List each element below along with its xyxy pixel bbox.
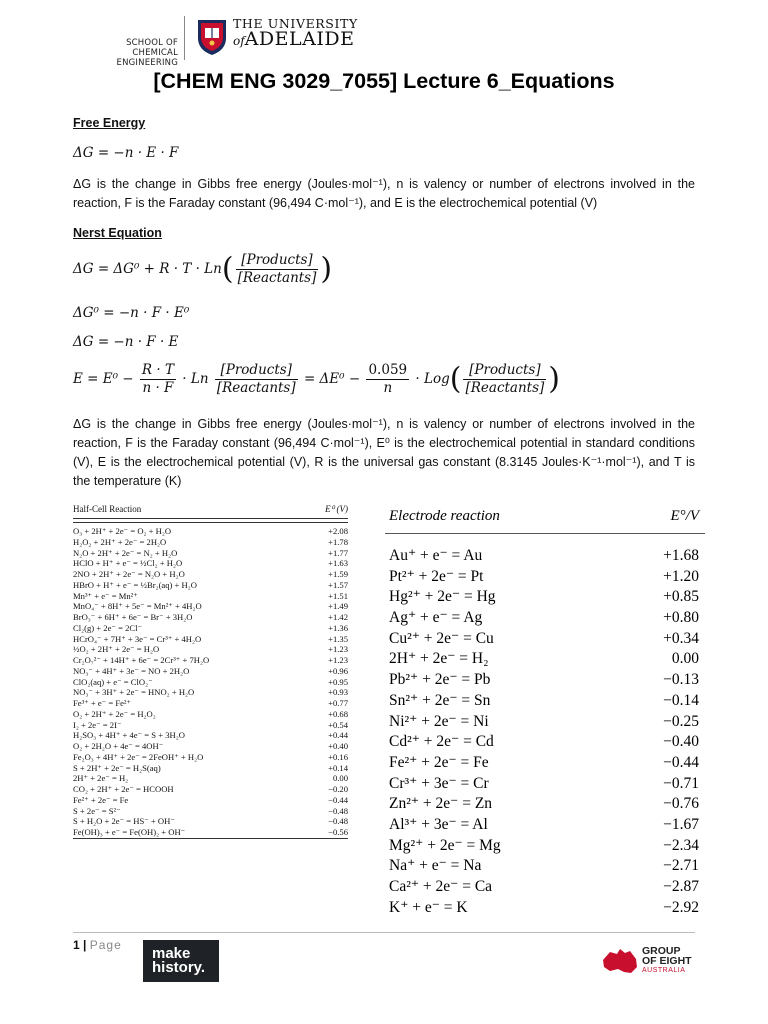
reaction-cell: K⁺ + e⁻ = K [389, 898, 468, 916]
table-row [385, 898, 705, 919]
potential-cell: +1.20 [663, 567, 699, 585]
australia-map-icon [600, 946, 640, 976]
table-row [73, 730, 348, 741]
table-row [73, 752, 348, 763]
table-row [73, 666, 348, 677]
potential-cell: +0.77 [328, 698, 348, 708]
potential-cell: −0.20 [328, 784, 348, 794]
potential-cell: +1.23 [328, 644, 348, 655]
table-row [385, 670, 705, 691]
group-of-eight-logo: GROUP OF EIGHT AUSTRALIA [600, 944, 695, 978]
table-row [385, 794, 705, 815]
potential-cell: −2.71 [663, 857, 699, 875]
make-history-logo: make history. [143, 940, 219, 982]
potential-cell: +1.36 [328, 622, 348, 633]
potential-cell: +1.78 [328, 536, 348, 547]
table-row [73, 623, 348, 634]
potential-cell: +0.16 [328, 751, 348, 762]
potential-cell: −0.48 [328, 816, 348, 827]
table-row [385, 567, 705, 588]
reaction-cell: Cr₂O₇²⁻ + 14H⁺ + 6e⁻ = 2Cr³⁺ + 7H₂O [73, 655, 210, 665]
potential-cell: −1.67 [663, 815, 699, 833]
table-row [73, 677, 348, 688]
reaction-cell: N₂O + 2H⁺ + 2e⁻ = N₂ + H₂O [73, 547, 178, 558]
reaction-cell: Ag⁺ + e⁻ = Ag [389, 609, 483, 627]
potential-cell: +1.35 [328, 633, 348, 644]
potential-cell: −0.44 [328, 794, 348, 805]
table-row [385, 629, 705, 650]
potential-cell: −0.71 [663, 774, 699, 792]
reaction-cell: Cu²⁺ + 2e⁻ = Cu [389, 629, 494, 647]
table-row [73, 784, 348, 795]
reaction-cell: MnO₄⁻ + 8H⁺ + 5e⁻ = Mn²⁺ + 4H₂O [73, 601, 202, 612]
reaction-cell: Ni²⁺ + 2e⁻ = Ni [389, 712, 489, 730]
table-row [385, 815, 705, 836]
potential-cell: +1.68 [663, 547, 699, 564]
potential-cell: +0.54 [328, 719, 348, 730]
reaction-cell: CO₂ + 2H⁺ + 2e⁻ = HCOOH [73, 784, 174, 794]
table-row [385, 691, 705, 712]
table-row [73, 569, 348, 580]
reaction-cell: Au⁺ + e⁻ = Au [389, 547, 483, 564]
potential-cell: 0.00 [332, 773, 348, 784]
potential-cell: −0.48 [328, 805, 348, 816]
reaction-cell: Sn²⁺ + 2e⁻ = Sn [389, 691, 491, 709]
footer-divider [73, 932, 695, 933]
potential-cell: −0.40 [663, 733, 699, 751]
table-row [385, 836, 705, 857]
free-energy-heading: Free Energy [73, 116, 146, 130]
potential-cell: +0.68 [328, 708, 348, 719]
electrode-table [385, 504, 705, 918]
potential-cell: +1.63 [328, 558, 348, 569]
reaction-cell: Al³⁺ + 3e⁻ = Al [389, 815, 488, 833]
table-row [385, 587, 705, 608]
nernst-description: ΔG is the change in Gibbs free energy (Joules·mol⁻¹), n is valency or number of electrons involved in the reaction, F is the Faraday constant (96,494 C·mol⁻¹), E⁰ is the electrochemical potential in standard conditions (V), E is the electrochemical potential (V), R is the universal gas constant (8.3145 Joules·K⁻¹·mol⁻¹), and T is the temperature (K) [73, 417, 695, 488]
table-row [73, 806, 348, 817]
page-number: 1 | Page [73, 938, 122, 952]
reaction-cell: Pt²⁺ + 2e⁻ = Pt [389, 567, 484, 585]
reaction-cell: HClO + H⁺ + e⁻ = ½Cl₂ + H₂O [73, 558, 183, 569]
table-row [73, 612, 348, 623]
potential-cell: −0.14 [663, 691, 699, 709]
table-row [73, 526, 348, 537]
nernst-equation-3: ΔG = −n · F · E [73, 334, 179, 350]
potential-cell: −2.34 [663, 836, 699, 854]
table-row [73, 698, 348, 709]
reaction-cell: Fe²⁺ + 2e⁻ = Fe [389, 753, 489, 771]
nernst-equation-4: E = E⁰ − $\frac{R \cdot T}{n \cdot F}$ · Ln $\frac{\text{[Products]}}{\text{[Reactants]}}$ = ΔE⁰ − $\frac{0.059}{n}$ · Log( $\frac{\text{[Products]}}{\text{[Reactants]}}$ ) [73, 361, 561, 397]
table-row [73, 741, 348, 752]
reaction-cell: O₂ + 2H₂O + 4e⁻ = 4OH⁻ [73, 741, 164, 751]
reaction-cell: S + 2H⁺ + 2e⁻ = H₂S(aq) [73, 762, 161, 773]
reaction-cell: H₂SO₃ + 4H⁺ + 4e⁻ = S + 3H₂O [73, 730, 185, 741]
table-row [385, 608, 705, 629]
table-row [385, 774, 705, 795]
free-energy-equation: ΔG = −n · E · F [73, 145, 179, 161]
table-row [73, 601, 348, 612]
reaction-cell: S + 2e⁻ = S²⁻ [73, 805, 121, 816]
potential-cell: −2.92 [663, 898, 699, 916]
reaction-cell: O₃ + 2H⁺ + 2e⁻ = O₂ + H₂O [73, 526, 172, 536]
page-title: [CHEM ENG 3029_7055] Lecture 6_Equations [153, 69, 615, 93]
reaction-cell: S + H₂O + 2e⁻ = HS⁻ + OH⁻ [73, 816, 175, 827]
table-row [73, 720, 348, 731]
potential-cell: +0.14 [328, 762, 348, 773]
reaction-cell: Cd²⁺ + 2e⁻ = Cd [389, 733, 494, 751]
potential-cell: +1.57 [328, 579, 348, 590]
potential-cell: +1.77 [328, 547, 348, 558]
table-row [385, 753, 705, 774]
table-row [73, 763, 348, 774]
table-row [73, 816, 348, 827]
potential-cell: +1.49 [328, 601, 348, 612]
reaction-cell: 2NO + 2H⁺ + 2e⁻ = N₂O + H₂O [73, 569, 185, 579]
table-row [73, 558, 348, 569]
potential-cell: +0.40 [328, 741, 348, 751]
school-name: SCHOOL OF CHEMICAL ENGINEERING [116, 38, 178, 68]
potential-cell: +0.85 [663, 588, 699, 606]
reaction-cell: NO₃⁻ + 3H⁺ + 2e⁻ = HNO₂ + H₂O [73, 687, 195, 698]
nernst-equation-1: ΔG = ΔG⁰ + R · T · Ln( $\frac{\text{[Products]}}{\text{[Reactants]}}$ ) [73, 251, 333, 287]
reaction-cell: Mn³⁺ + e⁻ = Mn²⁺ [73, 590, 138, 601]
potential-cell: −0.76 [663, 795, 699, 813]
reaction-cell: Mg²⁺ + 2e⁻ = Mg [389, 836, 501, 854]
potential-cell: −0.44 [663, 753, 699, 771]
reaction-cell: O₂ + 2H⁺ + 2e⁻ = H₂O₂ [73, 708, 156, 719]
half-cell-table-body [73, 522, 348, 839]
potential-cell: −0.56 [328, 827, 348, 837]
table-row [385, 877, 705, 898]
reaction-cell: Fe³⁺ + e⁻ = Fe²⁺ [73, 698, 132, 708]
nernst-equation-2: ΔG⁰ = −n · F · E⁰ [73, 305, 190, 321]
university-crest-icon [196, 18, 228, 56]
reaction-cell: 2H⁺ + 2e⁻ = H₂ [389, 650, 489, 668]
potential-cell: +0.80 [663, 609, 699, 627]
reaction-cell: Hg²⁺ + 2e⁻ = Hg [389, 588, 496, 606]
reaction-cell: BrO₃⁻ + 6H⁺ + 6e⁻ = Br⁻ + 3H₂O [73, 612, 193, 622]
reaction-cell: Na⁺ + e⁻ = Na [389, 857, 482, 875]
potential-cell: +0.96 [328, 665, 348, 676]
nernst-heading: Nerst Equation [73, 226, 162, 240]
potential-cell: 0.00 [671, 650, 699, 668]
reaction-cell: HBrO + H⁺ + e⁻ = ½Br₂(aq) + H₂O [73, 579, 197, 590]
table-row [73, 644, 348, 655]
table-row [73, 773, 348, 784]
potential-cell: −0.13 [663, 671, 699, 689]
potential-cell: +1.51 [328, 590, 348, 601]
electrode-table-header: Electrode reaction E°/V [385, 504, 705, 534]
table-row [73, 634, 348, 645]
reaction-cell: Fe(OH)₃ + e⁻ = Fe(OH)₂ + OH⁻ [73, 827, 186, 837]
potential-cell: +1.42 [328, 612, 348, 622]
reaction-cell: Ca²⁺ + 2e⁻ = Ca [389, 878, 493, 895]
potential-cell: +1.59 [328, 569, 348, 579]
table-row [73, 537, 348, 548]
reaction-cell: ½O₂ + 2H⁺ + 2e⁻ = H₂O [73, 644, 160, 655]
reaction-cell: H₂O₂ + 2H⁺ + 2e⁻ = 2H₂O [73, 536, 167, 547]
potential-cell: +0.34 [663, 629, 699, 647]
reaction-cell: Zn²⁺ + 2e⁻ = Zn [389, 795, 493, 813]
table-row [385, 856, 705, 877]
potential-cell: −0.25 [663, 712, 699, 730]
university-name-line2: ofADELAIDE [233, 28, 355, 50]
reaction-cell: Cl₂(g) + 2e⁻ = 2Cl⁻ [73, 622, 143, 633]
table-row [385, 546, 705, 567]
table-row [73, 580, 348, 591]
potential-cell: +1.23 [328, 655, 348, 665]
reaction-cell: 2H⁺ + 2e⁻ = H₂ [73, 773, 129, 784]
table-row [73, 687, 348, 698]
table-row [73, 709, 348, 720]
table-row [73, 591, 348, 602]
table-row [73, 655, 348, 666]
reaction-cell: Cr³⁺ + 3e⁻ = Cr [389, 774, 489, 792]
table-row [385, 712, 705, 733]
potential-cell: +0.44 [328, 730, 348, 741]
table-row [73, 548, 348, 559]
reaction-cell: ClO₂(aq) + e⁻ = ClO₂⁻ [73, 676, 153, 687]
table-row [385, 649, 705, 670]
half-cell-table-header: Half-Cell Reaction E⁰ (V) [73, 500, 348, 519]
table-row [73, 827, 348, 838]
free-energy-description: ΔG is the change in Gibbs free energy (Joules·mol⁻¹), n is valency or number of electrons involved in the reaction, F is the Faraday constant (96,494 C·mol⁻¹), and E is the electrochemical potential (V) [73, 177, 695, 210]
reaction-cell: Fe₂O₃ + 4H⁺ + 2e⁻ = 2FeOH⁺ + H₂O [73, 751, 204, 762]
reaction-cell: HCrO₄⁻ + 7H⁺ + 3e⁻ = Cr³⁺ + 4H₂O [73, 633, 202, 644]
reaction-cell: I₂ + 2e⁻ = 2I⁻ [73, 719, 122, 730]
potential-cell: +2.08 [328, 526, 348, 536]
potential-cell: +0.93 [328, 687, 348, 698]
potential-cell: −2.87 [663, 878, 699, 895]
reaction-cell: Fe²⁺ + 2e⁻ = Fe [73, 794, 129, 805]
half-cell-table [73, 500, 348, 839]
table-row [73, 795, 348, 806]
university-name-line1: THE UNIVERSITY [233, 16, 358, 31]
table-row [385, 732, 705, 753]
reaction-cell: Pb²⁺ + 2e⁻ = Pb [389, 671, 491, 689]
reaction-cell: NO₃⁻ + 4H⁺ + 3e⁻ = NO + 2H₂O [73, 665, 190, 676]
potential-cell: +0.95 [328, 676, 348, 687]
header-divider [184, 16, 185, 60]
electrode-table-body [385, 546, 705, 918]
